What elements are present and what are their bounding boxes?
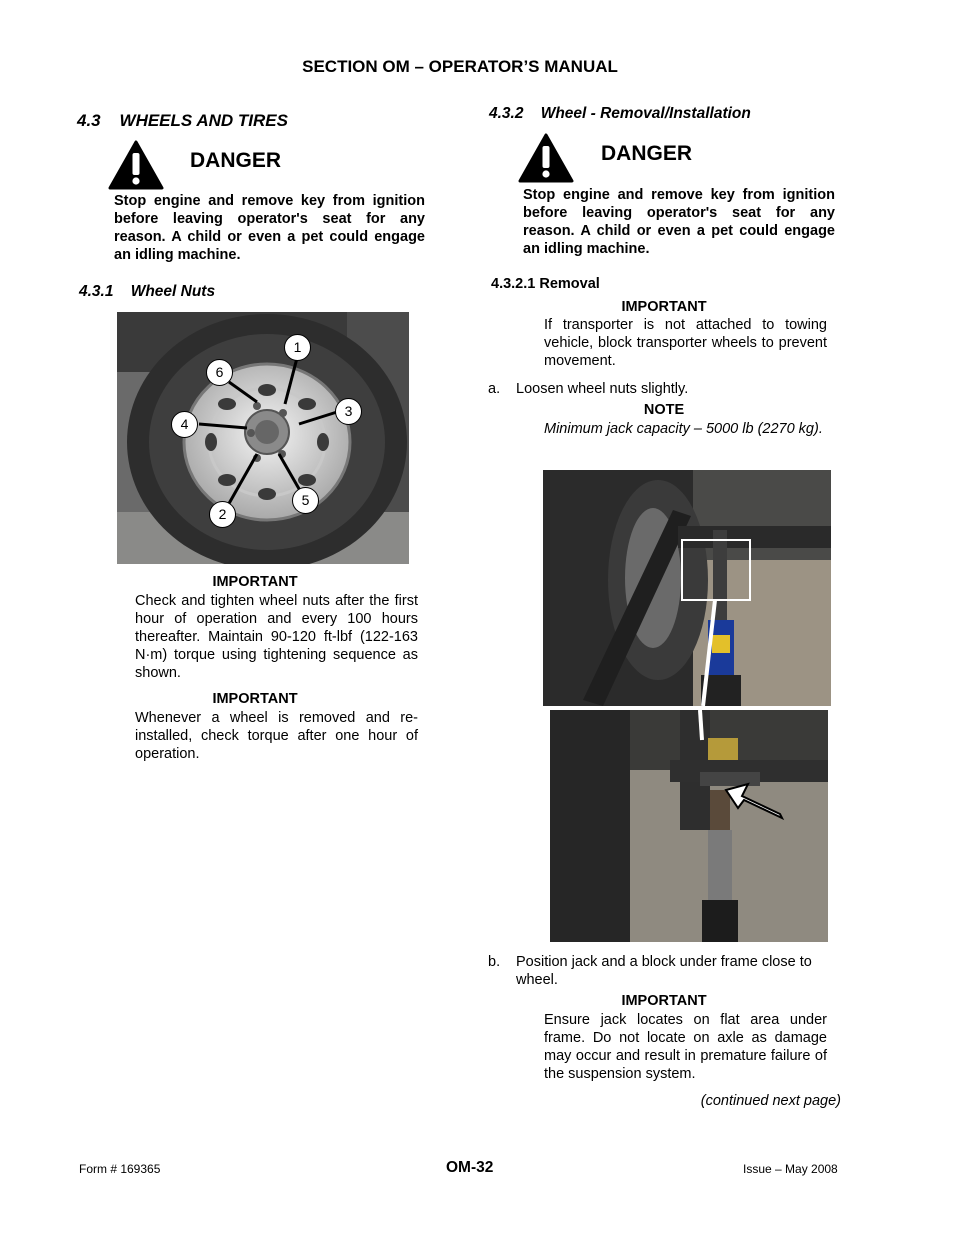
step-a-letter: a. (488, 381, 501, 397)
important-text: Ensure jack locates on flat area under frame. Do not locate on axle as damage may occur and result in premature failure of the suspension system. (544, 1012, 827, 1082)
removal-title: 4.3.2.1 Removal (491, 276, 600, 292)
step-a-text: Loosen wheel nuts slightly. (516, 381, 689, 397)
callout-6: 6 (206, 359, 233, 386)
danger-warning-icon (518, 133, 574, 183)
footer-page-number: OM-32 (446, 1159, 494, 1176)
callout-2: 2 (209, 501, 236, 528)
page-header-title: SECTION OM – OPERATOR’S MANUAL (302, 57, 618, 76)
important-label: IMPORTANT (621, 299, 707, 315)
danger-text: Stop engine and remove key from ignition before leaving operator's seat for any reason. A child or even a pet could engage an idling machine. (114, 193, 425, 263)
wheel-nuts-photo (117, 312, 409, 564)
continued-note: (continued next page) (700, 1093, 841, 1109)
important-label: IMPORTANT (621, 993, 707, 1009)
step-b-text: Position jack and a block under frame close to wheel. (516, 954, 812, 988)
jack-position-photo (543, 470, 831, 706)
danger-label: DANGER (601, 142, 693, 165)
section-title: 4.3 WHEELS AND TIRES (77, 111, 288, 130)
jack-detail-photo (550, 710, 828, 942)
callout-1: 1 (284, 334, 311, 361)
danger-warning-icon (108, 140, 164, 190)
callout-5: 5 (292, 487, 319, 514)
important-label: IMPORTANT (212, 691, 298, 707)
subsection-title: 4.3.2 Wheel - Removal/Installation (489, 105, 751, 122)
footer-form-number: Form # 169365 (79, 1162, 161, 1176)
subsection-title: 4.3.1 Wheel Nuts (79, 283, 216, 300)
note-text: Minimum jack capacity – 5000 lb (2270 kg). (544, 421, 823, 437)
callout-4: 4 (171, 411, 198, 438)
callout-3: 3 (335, 398, 362, 425)
step-b-letter: b. (488, 954, 501, 970)
danger-label: DANGER (190, 149, 282, 172)
note-label: NOTE (643, 402, 685, 418)
important-label: IMPORTANT (212, 574, 298, 590)
important-text: Check and tighten wheel nuts after the first hour of operation and every 100 hours thereafter. Maintain 90-120 ft-lbf (122-163 N·m) torque using tightening sequence as shown. (135, 593, 418, 681)
important-text: Whenever a wheel is removed and re-installed, check torque after one hour of operation. (135, 710, 418, 762)
footer-issue-date: Issue – May 2008 (743, 1162, 838, 1176)
danger-text: Stop engine and remove key from ignition before leaving operator's seat for any reason. A child or even a pet could engage an idling machine. (523, 187, 835, 257)
important-text: If transporter is not attached to towing vehicle, block transporter wheels to prevent movement. (544, 317, 827, 369)
